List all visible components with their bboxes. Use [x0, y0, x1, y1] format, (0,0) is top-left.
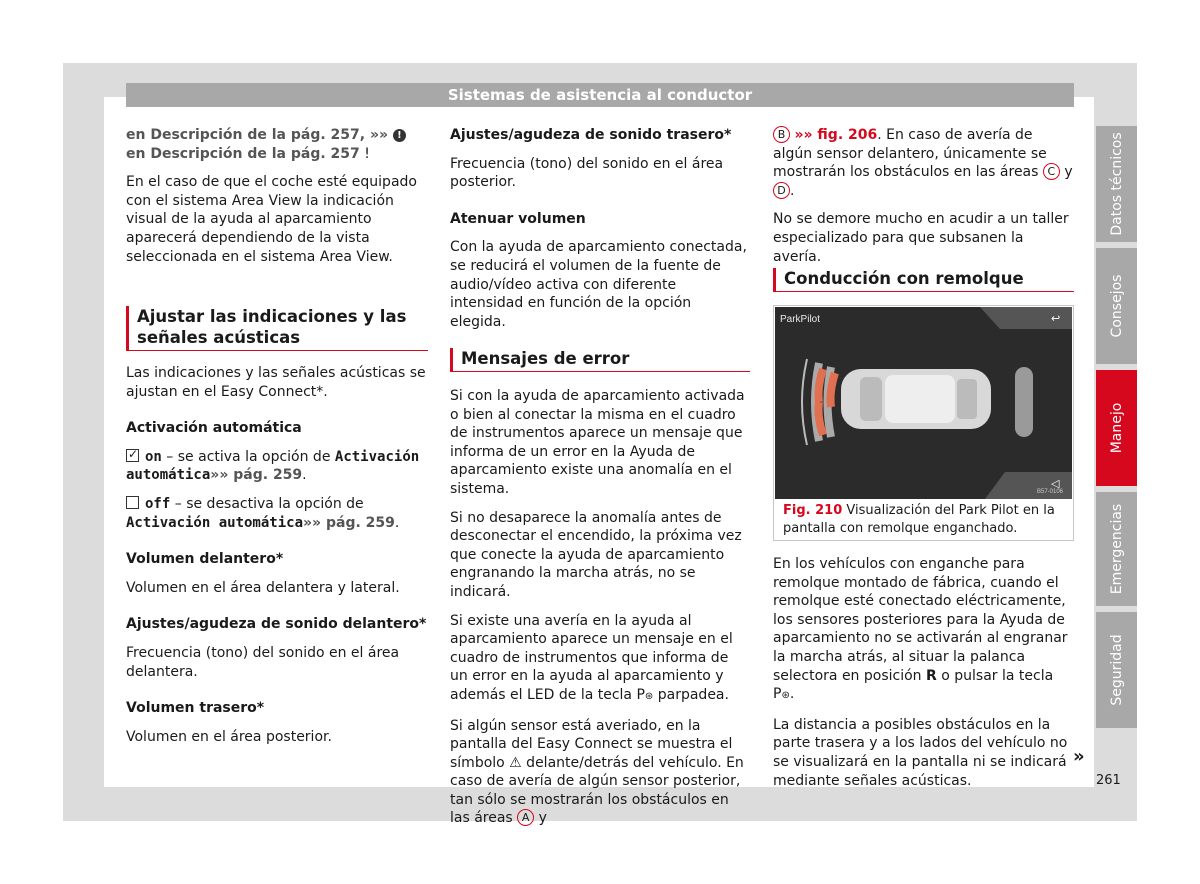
figure-link[interactable]: »» fig. 206 [794, 127, 878, 143]
column-3 [773, 126, 1074, 276]
column-1 [126, 126, 428, 276]
page-link[interactable]: »» pág. 259 [210, 467, 303, 484]
tab-manejo[interactable]: Manejo [1096, 370, 1137, 486]
parkpilot-screen [775, 307, 1072, 499]
paragraph: No se demore mucho en acudir a un taller especializado para que subsanen la avería. [773, 211, 1069, 265]
checked-box-icon: ✓ [128, 446, 139, 461]
paragraph: B »» fig. 206. En caso de avería de algún sensor delantero, únicamente se mostrarán los obstáculos en las áreas C y D . [773, 127, 1073, 199]
option-off: off – se desactiva la opción de Activación automática»» pág. 259. [126, 495, 400, 531]
trailer-hitch [1015, 367, 1033, 437]
option-on: ✓ on – se activa la opción de Activación automática»» pág. 259. [126, 446, 420, 484]
warning-circle-icon: ! [393, 129, 406, 142]
paragraph: Volumen en el área posterior. [126, 728, 332, 745]
column-2-lower [450, 387, 750, 838]
column-1-lower [126, 364, 428, 756]
paragraph: En el caso de que el coche esté equipado con el sistema Area View la indicación visual de la ayuda al aparcamiento aparecerá dependiendo de la vista seleccionada en el sistema Area View. [126, 174, 417, 265]
unchecked-box-icon [126, 496, 139, 509]
subheading-activacion: Activación automática [126, 420, 302, 437]
back-arrow-icon: ↩ [1051, 312, 1061, 325]
paragraph: Si algún sensor está averiado, en la pantalla del Easy Connect se muestra el símbolo ⚠ delante/detrás del vehículo. En caso de avería de algún sensor posterior, tan sólo se mostrarán los obstáculos en las áreas A y [450, 717, 744, 827]
figure-210 [773, 305, 1074, 541]
figure-caption: Fig. 210 Visualización del Park Pilot en la pantalla con remolque enganchado. [783, 503, 1055, 536]
speaker-icon: ◁ [1051, 477, 1060, 490]
paragraph: Frecuencia (tono) del sonido en el área posterior. [450, 155, 724, 191]
page-number: 261 [1096, 773, 1121, 788]
paragraph: Frecuencia (tono) del sonido en el área delantera. [126, 644, 400, 680]
column-2 [450, 126, 750, 341]
page-header: Sistemas de asistencia al conductor [126, 83, 1074, 107]
area-marker: C [1043, 163, 1060, 180]
subheading-agudeza-delantero: Ajustes/agudeza de sonido delantero* [126, 616, 427, 633]
parkpilot-illustration [775, 307, 1072, 499]
paragraph: Las indicaciones y las señales acústicas se ajustan en el Easy Connect*. [126, 365, 426, 400]
area-marker: D [773, 182, 790, 199]
section-title-mensajes: Mensajes de error [450, 348, 750, 372]
area-marker: B [773, 126, 790, 143]
page-link[interactable]: »» pág. 259 [303, 514, 395, 531]
paragraph: Si con la ayuda de aparcamiento activada o bien al conectar la misma en el cuadro de instrumentos aparece un mensaje que informa de un error en la Ayuda de aparcamiento existe una anomalía en el sistema. [450, 388, 745, 497]
screen-title: ParkPilot [780, 314, 821, 325]
subheading-volumen-trasero: Volumen trasero* [126, 700, 265, 717]
paragraph: Con la ayuda de aparcamiento conectada, se reducirá el volumen de la fuente de audio/vídeo activa con diferente intensidad en función de la opción elegida. [450, 239, 747, 330]
paragraph: Si existe una avería en la ayuda al aparcamiento aparece un mensaje en el cuadro de instrumentos que informa de un error en la ayuda al aparcamiento y además el LED de la tecla P⊛ parpadea. [450, 612, 733, 703]
section-title-remolque: Conducción con remolque [773, 268, 1074, 292]
tab-emergencias[interactable]: Emergencias [1096, 492, 1137, 606]
tab-consejos[interactable]: Consejos [1096, 248, 1137, 364]
column-3-lower [773, 555, 1074, 800]
cross-reference: en Descripción de la pág. 257, »» ! en Descripción de la pág. 257 ! [126, 126, 428, 163]
area-marker: A [517, 809, 534, 826]
figure-code: B57-0106 [1037, 489, 1064, 495]
section-title-ajustar: Ajustar las indicaciones y las señales acústicas [126, 306, 428, 351]
subheading-volumen-delantero: Volumen delantero* [126, 551, 284, 568]
front-left-warning [819, 369, 824, 402]
tab-datos-tecnicos[interactable]: Datos técnicos [1096, 126, 1137, 242]
tab-seguridad[interactable]: Seguridad [1096, 612, 1137, 728]
paragraph: La distancia a posibles obstáculos en la parte trasera y a los lados del vehículo no se visualizará en la pantalla ni se indicará mediante señales acústicas. [773, 716, 1068, 789]
subheading-agudeza-trasero: Ajustes/agudeza de sonido trasero* [450, 127, 732, 143]
paragraph: Volumen en el área delantera y lateral. [126, 579, 400, 596]
paragraph: Si no desaparece la anomalía antes de desconectar el encendido, la próxima vez que conecte la ayuda de aparcamiento engranando la marcha atrás, no se indicará. [450, 509, 742, 600]
continue-marker: » [1073, 746, 1085, 767]
park-key-icon: ⊛ [644, 690, 654, 702]
park-key-icon: ⊛ [781, 690, 790, 702]
subheading-atenuar: Atenuar volumen [450, 210, 586, 227]
paragraph: En los vehículos con enganche para remolque montado de fábrica, cuando el remolque esté conectado eléctricamente, los sensores posteriores para la Ayuda de aparcamiento no se activarán al engranar la marcha atrás, al situar la palanca selectora en posición R o pulsar la tecla P⊛. [773, 556, 1068, 703]
